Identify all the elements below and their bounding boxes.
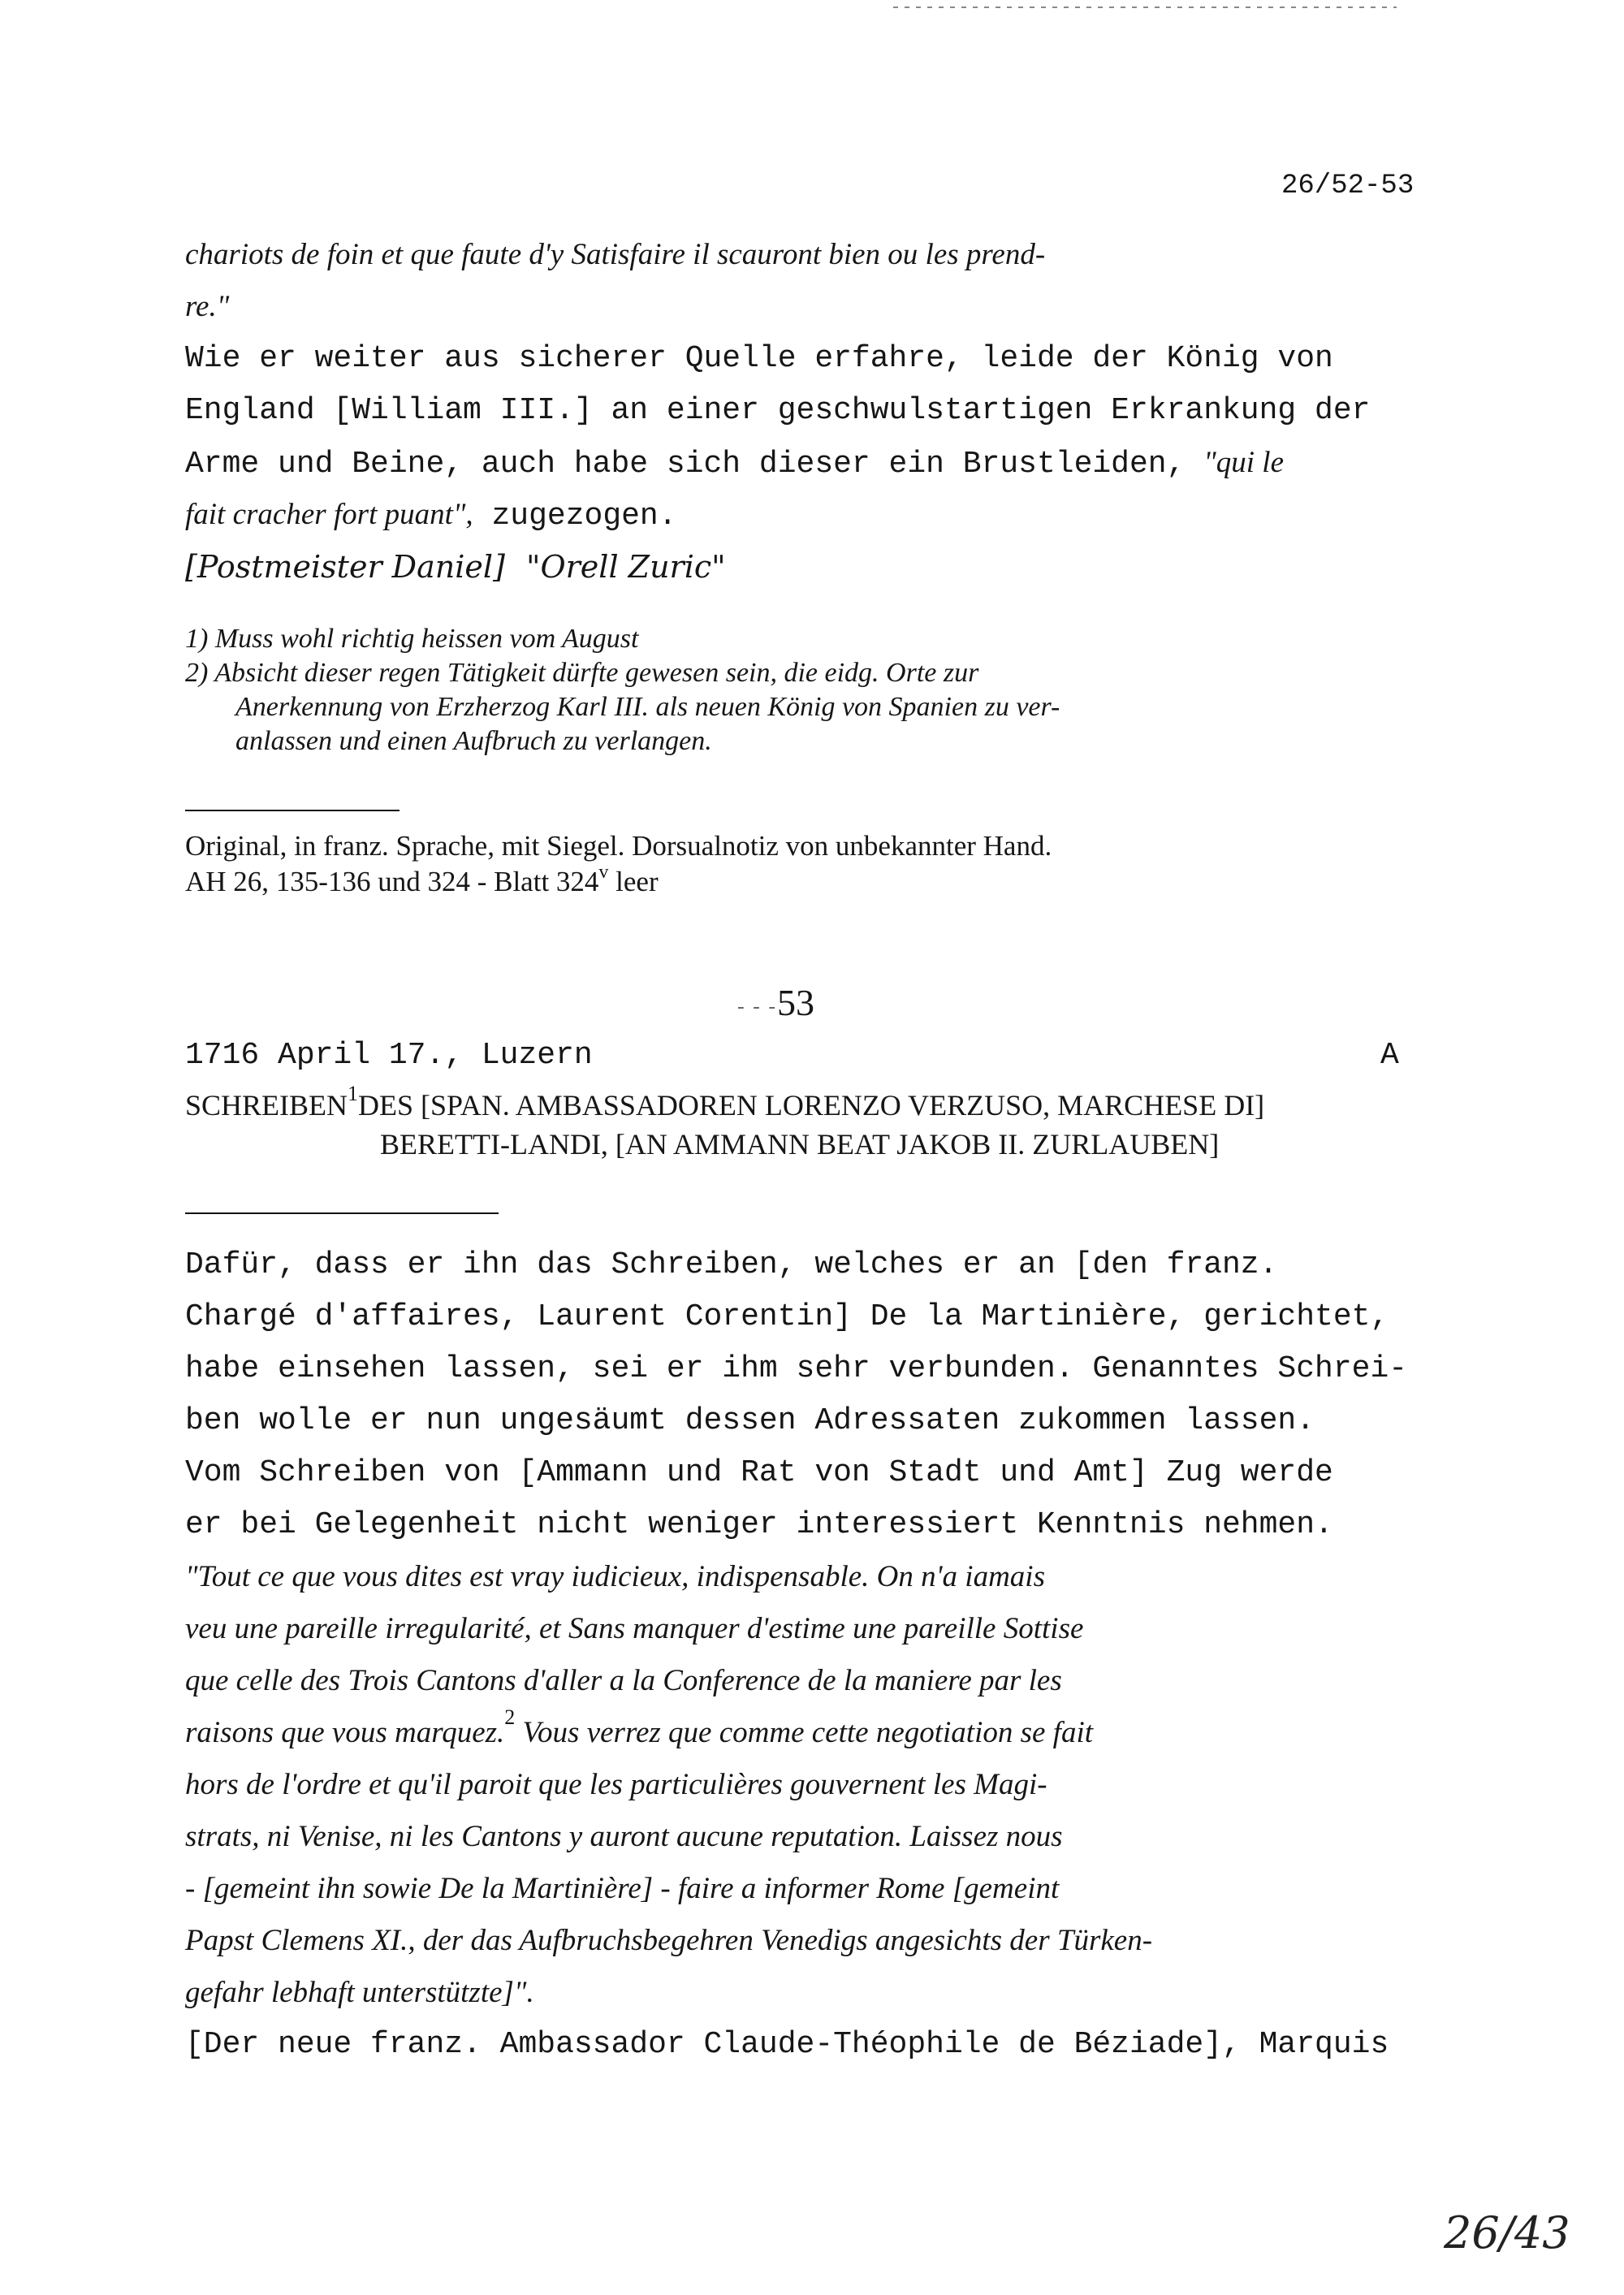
quote-line: veu une pareille irregularité, et Sans manquer d'estime une pareille Sottise [185, 1612, 1084, 1645]
source-empty: leer [615, 866, 659, 897]
entry-number-value: 53 [776, 982, 814, 1023]
body-line: Dafür, dass er ihn das Schreiben, welches er an [den franz. [185, 1247, 1278, 1282]
handwritten-note [185, 549, 726, 585]
body-line: ben wolle er nun ungesäumt dessen Adressaten zukommen lassen. [185, 1403, 1315, 1438]
footnote-2: 2) Absicht dieser regen Tätigkeit dürfte gewesen sein, die eidg. Orte zur [185, 658, 979, 688]
dash-mark: - - - [737, 994, 777, 1018]
text-segment: zugezogen. [491, 499, 677, 534]
quote-line: hors de l'ordre et qu'il paroit que les particulières gouvernent les Magi- [185, 1768, 1047, 1801]
source-note: Original, in franz. Sprache, mit Siegel. Dorsualnotiz von unbekannter Hand. [185, 830, 1052, 862]
quote-line: Papst Clemens XI., der das Aufbruchsbegehren Venedigs angesichts der Türken- [185, 1924, 1153, 1957]
quote-segment: Vous verrez que comme cette negotiation se fait [522, 1716, 1094, 1749]
heading-schreiben: SCHREIBEN [185, 1089, 348, 1122]
quote-segment: fait cracher fort puant", [185, 498, 473, 531]
quote-line: que celle des Trois Cantons d'aller a la Conference de la maniere par les [185, 1664, 1062, 1697]
text-segment: Arme und Beine, auch habe sich dieser ein Brustleiden, [185, 447, 1186, 482]
entry-type-marker: A [1380, 1038, 1399, 1073]
handwritten-orell: "Orell Zuric" [526, 549, 726, 585]
entry-heading [185, 1082, 1265, 1122]
text-line [185, 497, 677, 534]
body-line: [Der neue franz. Ambassador Claude-Théophile de Béziade], Marquis [185, 2027, 1389, 2062]
text-line: Wie er weiter aus sicherer Quelle erfahre, leide der König von [185, 341, 1333, 376]
heading-separator [185, 1212, 499, 1214]
body-line: Chargé d'affaires, Laurent Corentin] De la Martinière, gerichtet, [185, 1299, 1389, 1334]
quote-line: "Tout ce que vous dites est vray iudicieux, indispensable. On n'a iamais [185, 1560, 1045, 1593]
quote-line: strats, ni Venise, ni les Cantons y auront aucune reputation. Laissez nous [185, 1820, 1063, 1853]
footnote-2-cont: Anerkennung von Erzherzog Karl III. als neuen König von Spanien zu ver- [235, 692, 1060, 722]
body-line: habe einsehen lassen, sei er ihm sehr verbunden. Genanntes Schrei- [185, 1351, 1408, 1386]
footnote-1: 1) Muss wohl richtig heissen vom August [185, 624, 639, 654]
text-line: England [William III.] an einer geschwulstartigen Erkrankung der [185, 393, 1371, 428]
quote-line [185, 1705, 1094, 1750]
quote-line: - [gemeint ihn sowie De la Martinière] - faire a informer Rome [gemeint [185, 1872, 1060, 1905]
body-line: er bei Gelegenheit nicht weniger interessiert Kenntnis nehmen. [185, 1507, 1333, 1542]
quote-line: gefahr lebhaft unterstützte]". [185, 1976, 534, 2009]
entry-date-place: 1716 April 17., Luzern [185, 1038, 593, 1073]
verso-superscript: v [598, 862, 609, 883]
quote-segment: "qui le [1203, 446, 1284, 479]
source-archive: AH 26, 135-136 und 324 - Blatt 324 [185, 866, 599, 897]
quote-line: chariots de foin et que faute d'y Satisfaire il scauront bien ou les prend- [185, 238, 1046, 271]
footnote-2-cont: anlassen und einen Aufbruch zu verlangen. [235, 726, 712, 756]
entry-heading: BERETTI-LANDI, [AN AMMANN BEAT JAKOB II. ZURLAUBEN] [380, 1128, 1220, 1160]
entry-number [737, 981, 814, 1024]
source-note [185, 862, 659, 898]
folio-handwritten: 26/43 [1444, 2207, 1570, 2258]
scan-artifact-line [893, 6, 1397, 8]
footnote-separator [185, 810, 400, 811]
quote-segment: raisons que vous marquez. [185, 1716, 505, 1749]
quote-line: re." [185, 290, 230, 323]
page-reference: 26/52-53 [1281, 171, 1415, 201]
footnote-ref-2: 2 [504, 1705, 516, 1729]
handwritten-postmeister: [Postmeister Daniel] [185, 549, 505, 585]
text-line [185, 445, 1284, 482]
heading-footnote-ref: 1 [348, 1082, 359, 1105]
body-line: Vom Schreiben von [Ammann und Rat von Stadt und Amt] Zug werde [185, 1455, 1333, 1490]
heading-sender: DES [SPAN. AMBASSADOREN LORENZO VERZUSO, MARCHESE DI] [358, 1089, 1265, 1122]
